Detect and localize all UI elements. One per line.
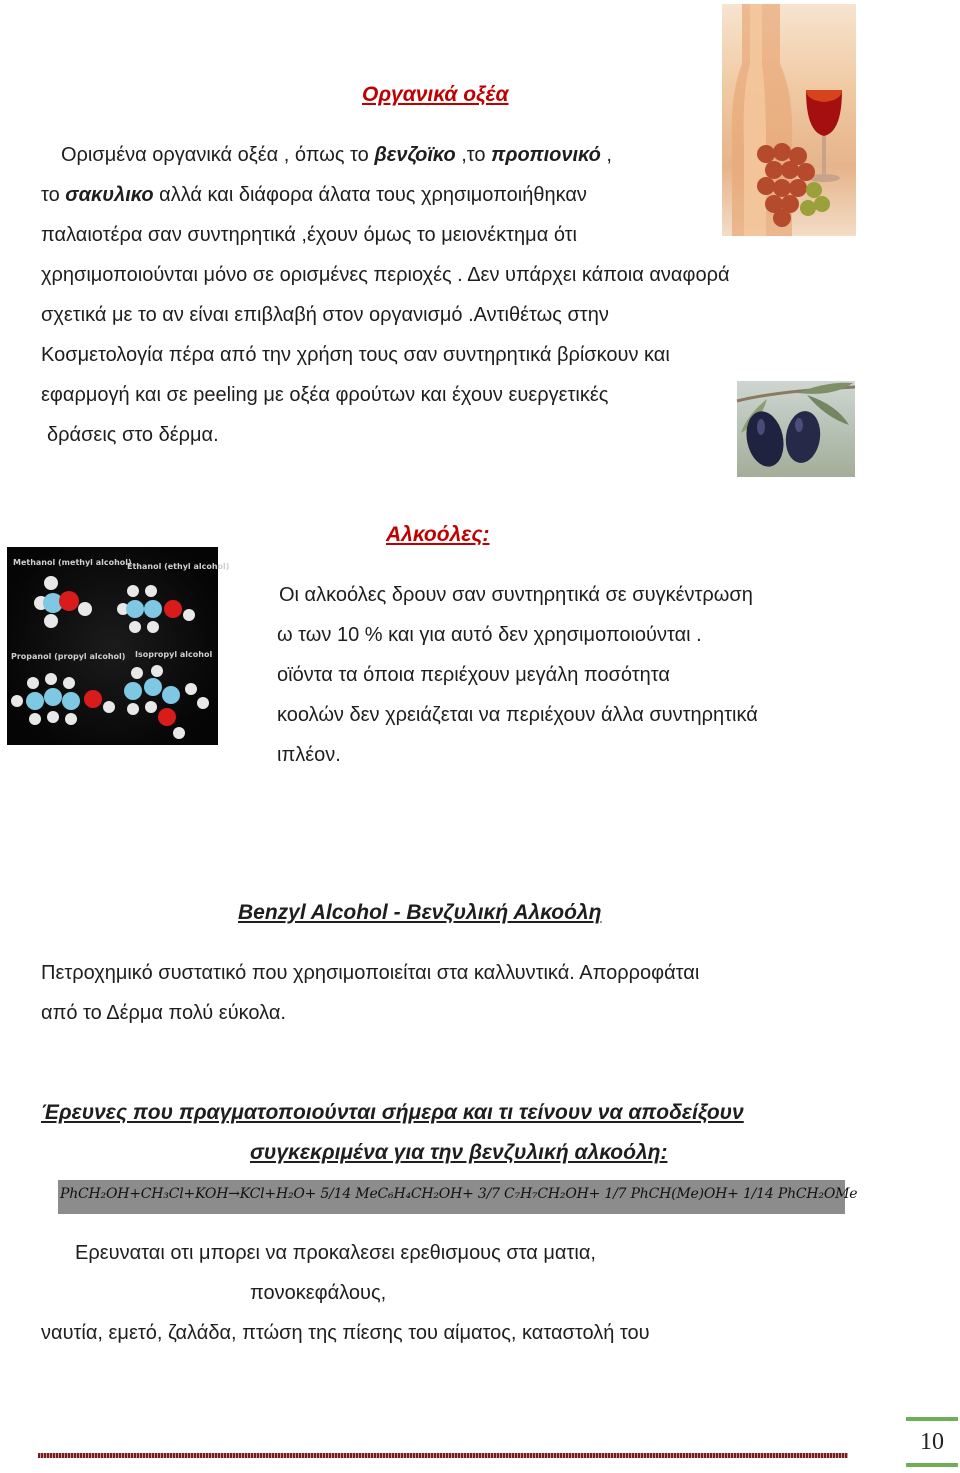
text-span: το bbox=[41, 184, 66, 206]
research-line-1: Ερευναται οτι μπορει να προκαλεσει ερεθισμους στα ματια, bbox=[75, 1242, 596, 1264]
methanol-label: Methanol (methyl alcohol) bbox=[13, 558, 132, 567]
text-span: αλλά και διάφορα άλατα τους χρησιμοποιήθηκαν bbox=[153, 184, 587, 206]
section-title-organic-acids: Οργανικά οξέα bbox=[362, 83, 509, 106]
alcohol-molecules-image bbox=[7, 547, 230, 745]
page-number-box bbox=[906, 1417, 958, 1467]
propanol-label: Propanol (propyl alcohol) bbox=[11, 652, 126, 661]
organic-acids-line-6: Κοσμετολογία πέρα από την χρήση τους σαν συντηρητικά βρίσκουν και bbox=[41, 344, 670, 366]
organic-acids-line-4: χρησιμοποιούνται μόνο σε ορισμένες περιοχές . Δεν υπάρχει κάποια αναφορά bbox=[41, 264, 730, 286]
ethanol-label: Ethanol (ethyl alcohol) bbox=[127, 562, 230, 571]
text-span: ,το bbox=[455, 144, 492, 166]
research-title-line-1: Έρευνες που πραγματοποιούνται σήμερα και τι τείνουν να αποδείξουν bbox=[41, 1101, 744, 1124]
research-title-line-2: συγκεκριμένα για την βενζυλική αλκοόλη: bbox=[250, 1141, 668, 1164]
footer-rule bbox=[38, 1453, 848, 1458]
propionic-term: προπιονικό bbox=[491, 144, 601, 166]
wine-grapes-image bbox=[722, 4, 856, 236]
benzoic-term: βενζοϊκο bbox=[374, 144, 456, 166]
organic-acids-line-1 bbox=[61, 143, 612, 167]
molecules-illustration bbox=[7, 547, 230, 745]
olives-illustration bbox=[737, 381, 855, 477]
alcohols-line-2: ω των 10 % και για αυτό δεν χρησιμοποιούνται . bbox=[277, 624, 702, 646]
organic-acids-line-7: εφαρμογή και σε peeling με οξέα φρούτων και έχουν ευεργετικές bbox=[41, 384, 609, 406]
section-title-benzyl-alcohol: Benzyl Alcohol - Βενζυλική Αλκοόλη bbox=[238, 901, 602, 924]
alcohols-line-3: οϊόντα τα όποια περιέχουν μεγάλη ποσότητα bbox=[277, 664, 670, 686]
salicylic-term: σακυλικο bbox=[65, 184, 154, 206]
text-span: , bbox=[600, 144, 612, 166]
research-line-2: πονοκεφάλους, bbox=[250, 1282, 387, 1304]
organic-acids-line-8: δράσεις στο δέρμα. bbox=[47, 424, 219, 446]
benzyl-line-1: Πετροχημικό συστατικό που χρησιμοποιείται στα καλλυντικά. Απορροφάται bbox=[41, 962, 700, 984]
organic-acids-line-3: παλαιοτέρα σαν συντηρητικά ,έχουν όμως το μειονέκτημα ότι bbox=[41, 224, 577, 246]
text-span: Ορισμένα οργανικά οξέα , όπως το bbox=[61, 144, 375, 166]
wine-grapes-illustration bbox=[722, 4, 856, 236]
organic-acids-line-2 bbox=[41, 183, 587, 207]
alcohols-line-4: κοολών δεν χρειάζεται να περιέχουν άλλα συντηρητικά bbox=[277, 704, 758, 726]
research-line-3: ναυτία, εμετό, ζαλάδα, πτώση της πίεσης του αίματος, καταστολή του bbox=[41, 1322, 650, 1344]
alcohols-line-1: Οι αλκοόλες δρουν σαν συντηρητικά σε συγκέντρωση bbox=[279, 584, 753, 606]
benzyl-line-2: από το Δέρμα πολύ εύκολα. bbox=[41, 1002, 286, 1024]
isopropyl-label: Isopropyl alcohol bbox=[135, 650, 213, 659]
page-number: 10 bbox=[920, 1429, 944, 1455]
organic-acids-line-5: σχετικά με το αν είναι επιβλαβή στον οργανισμό .Αντιθέτως στην bbox=[41, 304, 609, 326]
olives-image bbox=[737, 381, 855, 477]
section-title-alcohols: Αλκοόλες: bbox=[386, 523, 490, 546]
chemical-equation: PhCH₂OH+CH₃Cl+KOH→KCl+H₂O+ 5/14 MeC₆H₄CH₂OH+ 3/7 C₇H₇CH₂OH+ 1/7 PhCH(Me)OH+ 1/14 PhCH₂OMe bbox=[60, 1186, 858, 1202]
chemical-equation-bar bbox=[58, 1180, 858, 1214]
alcohols-line-5: ιπλέον. bbox=[277, 744, 341, 766]
